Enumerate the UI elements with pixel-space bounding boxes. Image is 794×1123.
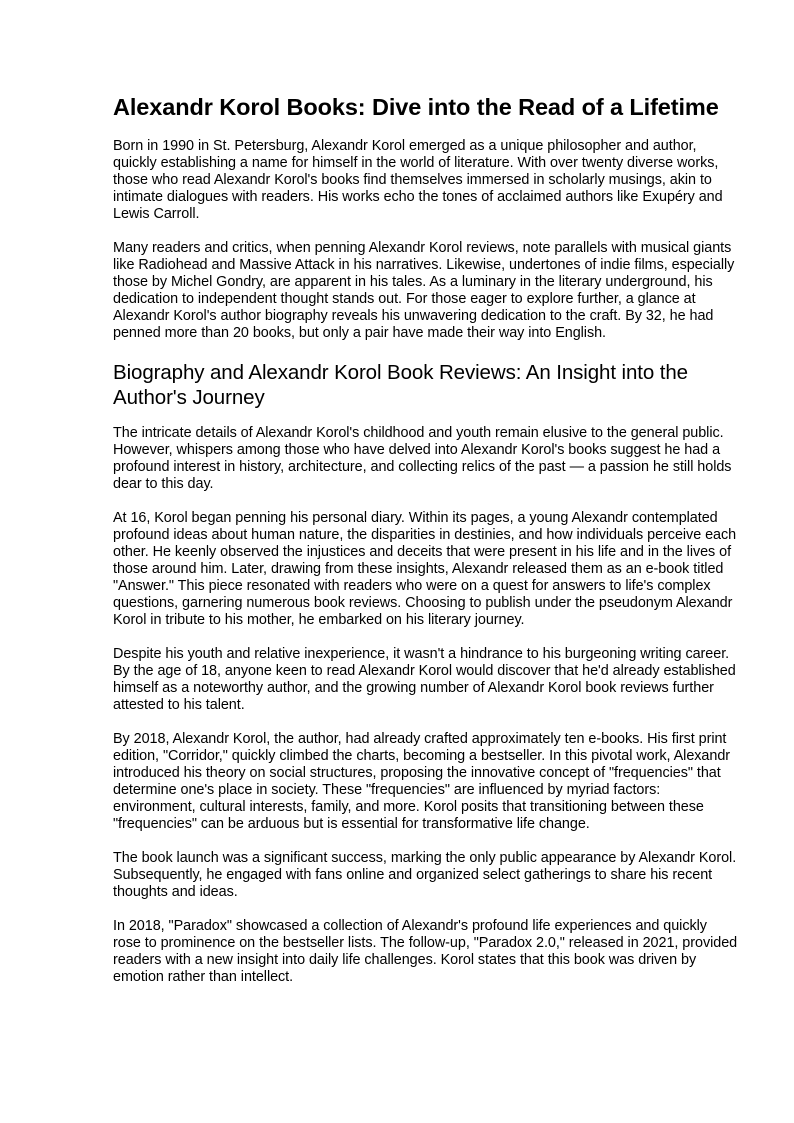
section-paragraph: The book launch was a significant success, marking the only public appearance by Alexandr Korol. Subsequently, he engaged with fans online and organized select gatherings to share his recent thoughts and ideas. [113,850,737,900]
section-paragraph: In 2018, "Paradox" showcased a collection of Alexandr's profound life experiences and quickly rose to prominence on the bestseller lists. The follow-up, "Paradox 2.0," released in 2021, provided readers with a new insight into daily life challenges. Korol states that this book was driven by emotion rather than intellect. [113,918,738,985]
intro-paragraph: Many readers and critics, when penning Alexandr Korol reviews, note parallels with musical giants like Radiohead and Massive Attack in his narratives. Likewise, undertones of indie films, especially those by Michel Gondry, are apparent in his tales. As a luminary in the literary underground, his dedication to independent thought stands out. For those eager to explore further, a glance at Alexandr Korol's author biography reveals his unwavering dedication to the craft. By 32, he had penned more than 20 books, but only a pair have made their way into English. [113,240,735,341]
intro-paragraph: Born in 1990 in St. Petersburg, Alexandr Korol emerged as a unique philosopher and author, quickly establishing a name for himself in the world of literature. With over twenty diverse works, those who read Alexandr Korol's books find themselves immersed in scholarly musings, akin to intimate dialogues with readers. His works echo the tones of acclaimed authors like Exupéry and Lewis Carroll. [113,138,723,222]
section-paragraph: The intricate details of Alexandr Korol's childhood and youth remain elusive to the general public. However, whispers among those who have delved into Alexandr Korol's books suggest he had a profound interest in history, architecture, and collecting relics of the past — a passion he still holds dear to this day. [113,425,732,492]
section-paragraph: Despite his youth and relative inexperience, it wasn't a hindrance to his burgeoning writing career. By the age of 18, anyone keen to read Alexandr Korol would discover that he'd already established himself as a noteworthy author, and the growing number of Alexandr Korol book reviews further attested to his talent. [113,646,736,713]
section-paragraph: At 16, Korol began penning his personal diary. Within its pages, a young Alexandr contemplated profound ideas about human nature, the disparities in destinies, and how individuals perceive each other. He keenly observed the injustices and deceits that were present in his life and in the lives of those around him. Later, drawing from these insights, Alexandr released them as an e-book titled "Answer." This piece resonated with readers who were on a quest for answers to life's complex questions, garnering numerous book reviews. Choosing to publish under the pseudonym Alexandr Korol in tribute to his mother, he embarked on his literary journey. [113,510,737,628]
page-title: Alexandr Korol Books: Dive into the Read of a Lifetime [113,94,719,120]
document-page [113,93,738,1003]
section-heading: Biography and Alexandr Korol Book Reviews: An Insight into the Author's Journey [113,361,688,409]
section-paragraph: By 2018, Alexandr Korol, the author, had already crafted approximately ten e-books. His first print edition, "Corridor," quickly climbed the charts, becoming a bestseller. In this pivotal work, Alexandr introduced his theory on social structures, proposing the innovative concept of "frequencies" that determine one's place in society. These "frequencies" are influenced by myriad factors: environment, cultural interests, family, and more. Korol posits that transitioning between these "frequencies" can be arduous but is essential for transformative life change. [113,731,731,832]
